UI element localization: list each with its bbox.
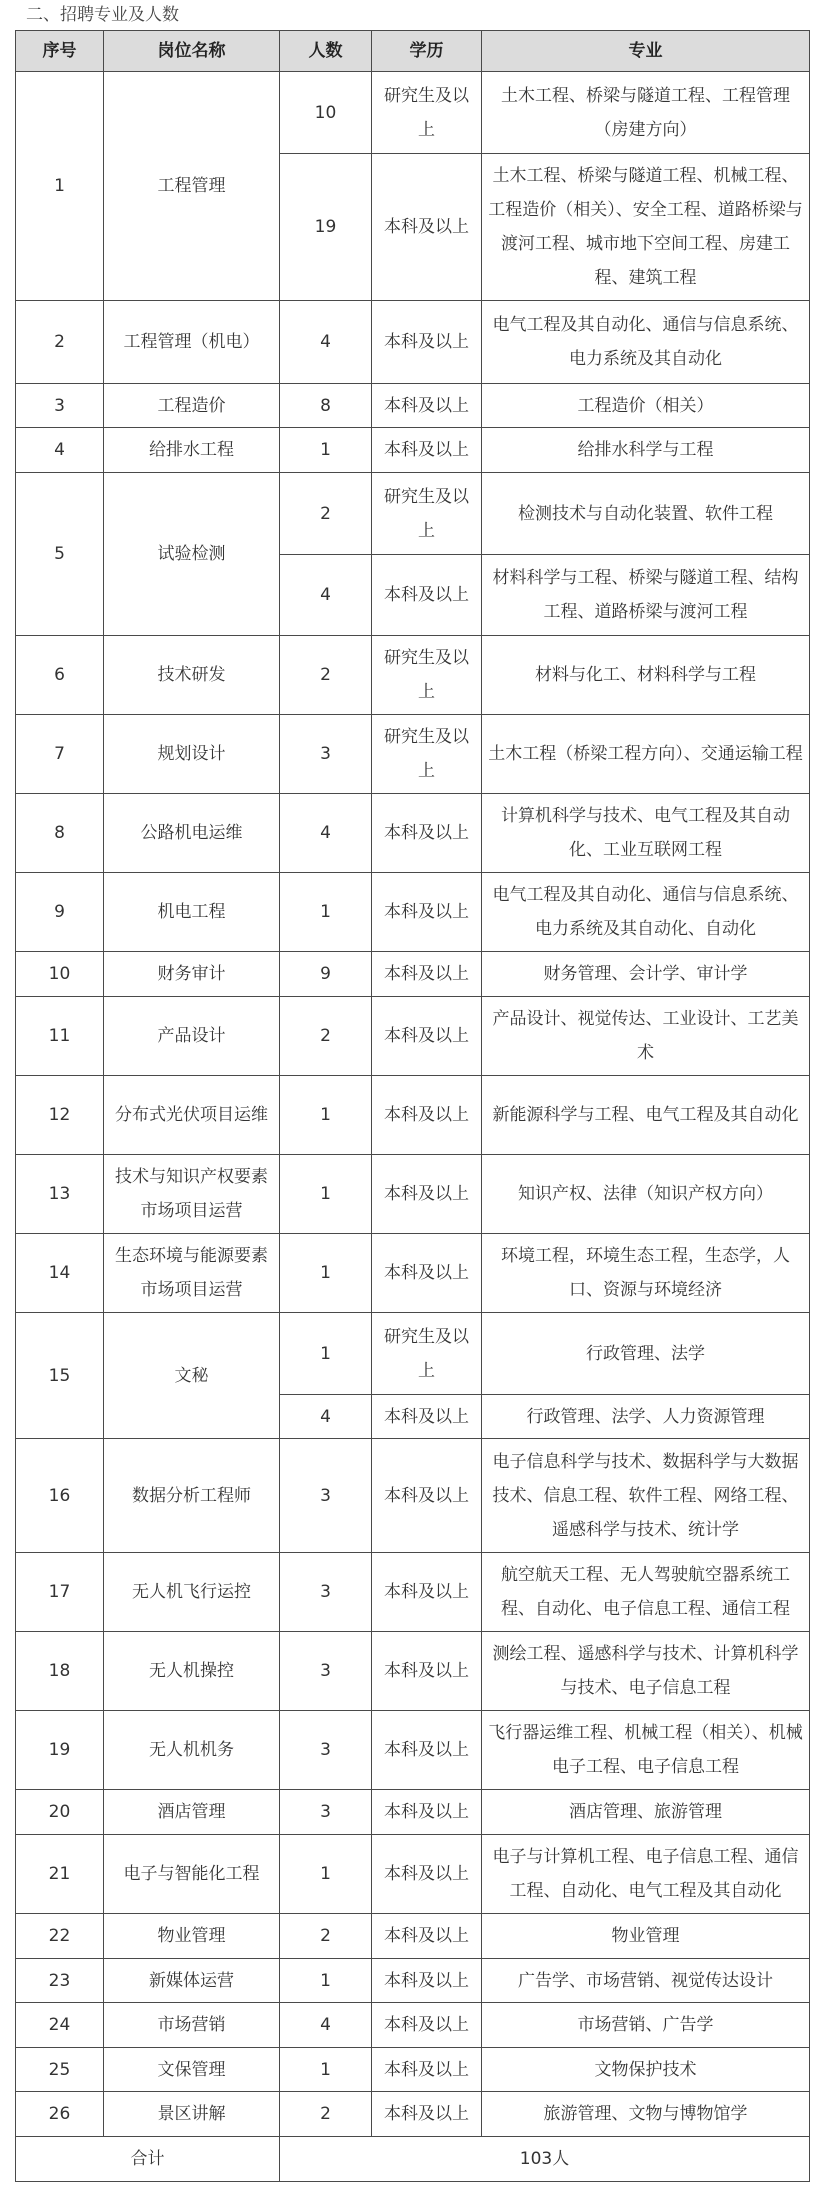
row-number: 24 xyxy=(16,2003,104,2048)
education-level: 本科及以上 xyxy=(372,2048,482,2092)
education-level: 研究生及以上 xyxy=(372,1313,482,1395)
row-number: 11 xyxy=(16,997,104,1076)
major-list: 物业管理 xyxy=(482,1914,810,1959)
position-name: 技术与知识产权要素市场项目运营 xyxy=(104,1155,280,1234)
row-number: 2 xyxy=(16,301,104,384)
table-row xyxy=(16,428,810,473)
table-row xyxy=(16,1234,810,1313)
major-list: 电子与计算机工程、电子信息工程、通信工程、自动化、电气工程及其自动化 xyxy=(482,1835,810,1914)
major-list: 酒店管理、旅游管理 xyxy=(482,1790,810,1835)
headcount: 1 xyxy=(280,1155,372,1234)
header-education: 学历 xyxy=(372,31,482,72)
education-level: 本科及以上 xyxy=(372,428,482,473)
headcount: 1 xyxy=(280,1076,372,1155)
headcount: 1 xyxy=(280,1835,372,1914)
header-position: 岗位名称 xyxy=(104,31,280,72)
education-level: 本科及以上 xyxy=(372,1790,482,1835)
table-row xyxy=(16,1313,810,1395)
major-list: 航空航天工程、无人驾驶航空器系统工程、自动化、电子信息工程、通信工程 xyxy=(482,1553,810,1632)
education-level: 本科及以上 xyxy=(372,1439,482,1553)
row-number: 5 xyxy=(16,473,104,636)
table-row xyxy=(16,1439,810,1553)
position-name: 电子与智能化工程 xyxy=(104,1835,280,1914)
position-name: 物业管理 xyxy=(104,1914,280,1959)
table-row xyxy=(16,1914,810,1959)
headcount: 3 xyxy=(280,1439,372,1553)
headcount: 2 xyxy=(280,636,372,715)
position-name: 无人机飞行运控 xyxy=(104,1553,280,1632)
total-value: 103人 xyxy=(280,2137,810,2182)
major-list: 行政管理、法学 xyxy=(482,1313,810,1395)
position-name: 无人机机务 xyxy=(104,1711,280,1790)
major-list: 飞行器运维工程、机械工程（相关）、机械电子工程、电子信息工程 xyxy=(482,1711,810,1790)
position-name: 财务审计 xyxy=(104,952,280,997)
position-name: 生态环境与能源要素市场项目运营 xyxy=(104,1234,280,1313)
education-level: 研究生及以上 xyxy=(372,473,482,555)
recruitment-table xyxy=(15,30,810,2182)
table-row xyxy=(16,301,810,384)
education-level: 本科及以上 xyxy=(372,384,482,428)
headcount: 1 xyxy=(280,1959,372,2003)
education-level: 研究生及以上 xyxy=(372,715,482,794)
education-level: 本科及以上 xyxy=(372,1835,482,1914)
headcount: 3 xyxy=(280,1711,372,1790)
education-level: 本科及以上 xyxy=(372,301,482,384)
headcount: 1 xyxy=(280,2048,372,2092)
major-list: 新能源科学与工程、电气工程及其自动化 xyxy=(482,1076,810,1155)
headcount: 1 xyxy=(280,428,372,473)
table-row xyxy=(16,1711,810,1790)
row-number: 1 xyxy=(16,72,104,301)
position-name: 工程管理（机电） xyxy=(104,301,280,384)
table-body xyxy=(16,72,810,2137)
headcount: 4 xyxy=(280,2003,372,2048)
education-level: 本科及以上 xyxy=(372,154,482,301)
row-number: 26 xyxy=(16,2092,104,2137)
education-level: 研究生及以上 xyxy=(372,636,482,715)
education-level: 本科及以上 xyxy=(372,1553,482,1632)
table-row xyxy=(16,2092,810,2137)
table-row xyxy=(16,1076,810,1155)
major-list: 市场营销、广告学 xyxy=(482,2003,810,2048)
headcount: 2 xyxy=(280,997,372,1076)
major-list: 电气工程及其自动化、通信与信息系统、电力系统及其自动化、自动化 xyxy=(482,873,810,952)
header-count: 人数 xyxy=(280,31,372,72)
major-list: 材料科学与工程、桥梁与隧道工程、结构工程、道路桥梁与渡河工程 xyxy=(482,555,810,636)
position-name: 公路机电运维 xyxy=(104,794,280,873)
row-number: 13 xyxy=(16,1155,104,1234)
headcount: 10 xyxy=(280,72,372,154)
row-number: 7 xyxy=(16,715,104,794)
education-level: 本科及以上 xyxy=(372,2003,482,2048)
education-level: 本科及以上 xyxy=(372,1914,482,1959)
table-row xyxy=(16,1553,810,1632)
headcount: 3 xyxy=(280,1632,372,1711)
headcount: 3 xyxy=(280,1553,372,1632)
major-list: 土木工程、桥梁与隧道工程、机械工程、工程造价（相关）、安全工程、道路桥梁与渡河工程、城市地下空间工程、房建工程、建筑工程 xyxy=(482,154,810,301)
headcount: 4 xyxy=(280,794,372,873)
row-number: 10 xyxy=(16,952,104,997)
education-level: 本科及以上 xyxy=(372,794,482,873)
table-row xyxy=(16,1790,810,1835)
section-title: 二、招聘专业及人数 xyxy=(26,5,179,25)
table-row xyxy=(16,1959,810,2003)
table-row xyxy=(16,997,810,1076)
education-level: 本科及以上 xyxy=(372,1155,482,1234)
row-number: 6 xyxy=(16,636,104,715)
education-level: 本科及以上 xyxy=(372,1234,482,1313)
table-row xyxy=(16,715,810,794)
table-row xyxy=(16,72,810,154)
table-row xyxy=(16,2003,810,2048)
headcount: 1 xyxy=(280,1313,372,1395)
position-name: 新媒体运营 xyxy=(104,1959,280,2003)
major-list: 计算机科学与技术、电气工程及其自动化、工业互联网工程 xyxy=(482,794,810,873)
major-list: 广告学、市场营销、视觉传达设计 xyxy=(482,1959,810,2003)
education-level: 本科及以上 xyxy=(372,952,482,997)
row-number: 17 xyxy=(16,1553,104,1632)
row-number: 16 xyxy=(16,1439,104,1553)
row-number: 25 xyxy=(16,2048,104,2092)
table-row xyxy=(16,873,810,952)
position-name: 文保管理 xyxy=(104,2048,280,2092)
total-row xyxy=(16,2137,810,2182)
major-list: 旅游管理、文物与博物馆学 xyxy=(482,2092,810,2137)
headcount: 3 xyxy=(280,1790,372,1835)
major-list: 知识产权、法律（知识产权方向） xyxy=(482,1155,810,1234)
table-row xyxy=(16,794,810,873)
position-name: 分布式光伏项目运维 xyxy=(104,1076,280,1155)
row-number: 8 xyxy=(16,794,104,873)
major-list: 文物保护技术 xyxy=(482,2048,810,2092)
position-name: 市场营销 xyxy=(104,2003,280,2048)
headcount: 19 xyxy=(280,154,372,301)
table-row xyxy=(16,952,810,997)
headcount: 4 xyxy=(280,555,372,636)
row-number: 19 xyxy=(16,1711,104,1790)
headcount: 4 xyxy=(280,1395,372,1439)
major-list: 检测技术与自动化装置、软件工程 xyxy=(482,473,810,555)
major-list: 产品设计、视觉传达、工业设计、工艺美术 xyxy=(482,997,810,1076)
row-number: 9 xyxy=(16,873,104,952)
headcount: 2 xyxy=(280,2092,372,2137)
row-number: 20 xyxy=(16,1790,104,1835)
headcount: 2 xyxy=(280,1914,372,1959)
position-name: 无人机操控 xyxy=(104,1632,280,1711)
major-list: 电子信息科学与技术、数据科学与大数据技术、信息工程、软件工程、网络工程、遥感科学与技术、统计学 xyxy=(482,1439,810,1553)
position-name: 工程造价 xyxy=(104,384,280,428)
row-number: 18 xyxy=(16,1632,104,1711)
position-name: 给排水工程 xyxy=(104,428,280,473)
major-list: 环境工程，环境生态工程，生态学，人口、资源与环境经济 xyxy=(482,1234,810,1313)
headcount: 8 xyxy=(280,384,372,428)
education-level: 本科及以上 xyxy=(372,873,482,952)
position-name: 文秘 xyxy=(104,1313,280,1439)
major-list: 材料与化工、材料科学与工程 xyxy=(482,636,810,715)
position-name: 规划设计 xyxy=(104,715,280,794)
position-name: 酒店管理 xyxy=(104,1790,280,1835)
major-list: 电气工程及其自动化、通信与信息系统、电力系统及其自动化 xyxy=(482,301,810,384)
table-row xyxy=(16,636,810,715)
major-list: 行政管理、法学、人力资源管理 xyxy=(482,1395,810,1439)
headcount: 1 xyxy=(280,873,372,952)
row-number: 4 xyxy=(16,428,104,473)
table-row xyxy=(16,2048,810,2092)
position-name: 工程管理 xyxy=(104,72,280,301)
major-list: 土木工程（桥梁工程方向）、交通运输工程 xyxy=(482,715,810,794)
row-number: 14 xyxy=(16,1234,104,1313)
total-label: 合计 xyxy=(16,2137,280,2182)
education-level: 本科及以上 xyxy=(372,1632,482,1711)
education-level: 本科及以上 xyxy=(372,1395,482,1439)
table-row xyxy=(16,1632,810,1711)
position-name: 产品设计 xyxy=(104,997,280,1076)
row-number: 23 xyxy=(16,1959,104,2003)
education-level: 本科及以上 xyxy=(372,1959,482,2003)
row-number: 3 xyxy=(16,384,104,428)
table-row xyxy=(16,1835,810,1914)
header-no: 序号 xyxy=(16,31,104,72)
table-row xyxy=(16,1155,810,1234)
row-number: 15 xyxy=(16,1313,104,1439)
headcount: 1 xyxy=(280,1234,372,1313)
education-level: 本科及以上 xyxy=(372,1711,482,1790)
position-name: 技术研发 xyxy=(104,636,280,715)
table-row xyxy=(16,384,810,428)
major-list: 工程造价（相关） xyxy=(482,384,810,428)
major-list: 财务管理、会计学、审计学 xyxy=(482,952,810,997)
headcount: 2 xyxy=(280,473,372,555)
education-level: 本科及以上 xyxy=(372,2092,482,2137)
header-row xyxy=(16,31,810,72)
headcount: 9 xyxy=(280,952,372,997)
position-name: 试验检测 xyxy=(104,473,280,636)
position-name: 数据分析工程师 xyxy=(104,1439,280,1553)
table-row xyxy=(16,473,810,555)
education-level: 研究生及以上 xyxy=(372,72,482,154)
major-list: 给排水科学与工程 xyxy=(482,428,810,473)
major-list: 测绘工程、遥感科学与技术、计算机科学与技术、电子信息工程 xyxy=(482,1632,810,1711)
headcount: 4 xyxy=(280,301,372,384)
major-list: 土木工程、桥梁与隧道工程、工程管理（房建方向） xyxy=(482,72,810,154)
position-name: 机电工程 xyxy=(104,873,280,952)
position-name: 景区讲解 xyxy=(104,2092,280,2137)
row-number: 22 xyxy=(16,1914,104,1959)
education-level: 本科及以上 xyxy=(372,555,482,636)
row-number: 12 xyxy=(16,1076,104,1155)
education-level: 本科及以上 xyxy=(372,1076,482,1155)
row-number: 21 xyxy=(16,1835,104,1914)
header-major: 专业 xyxy=(482,31,810,72)
headcount: 3 xyxy=(280,715,372,794)
education-level: 本科及以上 xyxy=(372,997,482,1076)
